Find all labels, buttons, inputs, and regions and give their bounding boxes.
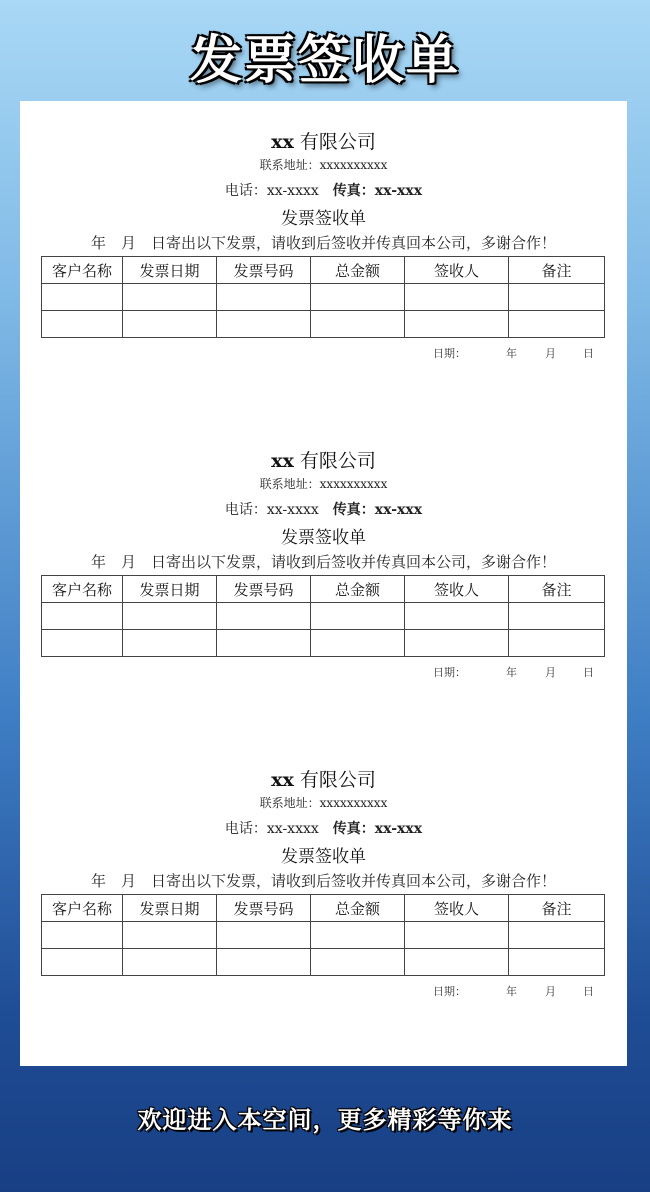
company-prefix: xx	[271, 450, 294, 472]
form-title: 发票签收单	[281, 847, 366, 867]
table-cell[interactable]	[217, 949, 311, 976]
column-header: 客户名称	[42, 576, 123, 603]
date-label: 日期：	[433, 985, 466, 998]
invoice-table	[41, 575, 605, 657]
table-cell[interactable]	[123, 603, 217, 630]
table-header-row	[42, 895, 605, 922]
column-header: 签收人	[405, 576, 509, 603]
contact-address: 联系地址：xxxxxxxxxx	[259, 477, 388, 491]
column-header: 发票日期	[123, 895, 217, 922]
form-title: 发票签收单	[281, 209, 366, 229]
page-title: 发票签收单	[189, 31, 460, 91]
column-header: 客户名称	[42, 895, 123, 922]
company-suffix: 有限公司	[299, 769, 376, 791]
table-cell[interactable]	[509, 922, 605, 949]
table-cell[interactable]	[42, 603, 123, 630]
table-row	[42, 922, 605, 949]
table-cell[interactable]	[405, 284, 509, 311]
footer-slogan: 欢迎进入本空间，更多精彩等你来	[137, 1106, 513, 1134]
column-header: 发票日期	[123, 257, 217, 284]
table-cell[interactable]	[42, 949, 123, 976]
table-cell[interactable]	[217, 311, 311, 338]
column-header: 备注	[509, 895, 605, 922]
date-label: 日期：	[433, 666, 466, 679]
column-header: 总金额	[311, 895, 405, 922]
table-row	[42, 630, 605, 657]
table-row	[42, 284, 605, 311]
table-cell[interactable]	[311, 949, 405, 976]
table-cell[interactable]	[42, 311, 123, 338]
column-header: 发票号码	[217, 576, 311, 603]
table-cell[interactable]	[405, 603, 509, 630]
date-month: 月	[545, 985, 556, 998]
phone-fax-line	[20, 499, 627, 519]
date-month: 月	[545, 666, 556, 679]
fax-value: xx-xxx	[374, 183, 423, 199]
table-cell[interactable]	[123, 284, 217, 311]
table-row	[42, 949, 605, 976]
company-prefix: xx	[271, 131, 294, 153]
table-cell[interactable]	[311, 922, 405, 949]
phone-value: xx-xxxx	[266, 821, 319, 837]
table-cell[interactable]	[123, 311, 217, 338]
table-cell[interactable]	[509, 603, 605, 630]
table-cell[interactable]	[42, 284, 123, 311]
notice-text: 年 月 日寄出以下发票，请收到后签收并传真回本公司，多谢合作！	[90, 872, 556, 890]
date-label: 日期：	[433, 347, 466, 360]
phone-value: xx-xxxx	[266, 502, 319, 518]
table-cell[interactable]	[509, 630, 605, 657]
table-cell[interactable]	[123, 922, 217, 949]
column-header: 客户名称	[42, 257, 123, 284]
contact-address: 联系地址：xxxxxxxxxx	[259, 796, 388, 810]
fax-value: xx-xxx	[374, 821, 423, 837]
fax-label: 传真：	[332, 502, 375, 518]
company-prefix: xx	[271, 769, 294, 791]
invoice-receipt-paper	[20, 101, 627, 1066]
notice-text: 年 月 日寄出以下发票，请收到后签收并传真回本公司，多谢合作！	[90, 234, 556, 252]
date-day: 日	[583, 347, 594, 360]
table-cell[interactable]	[123, 949, 217, 976]
table-header-row	[42, 257, 605, 284]
date-month: 月	[545, 347, 556, 360]
company-name	[20, 127, 627, 154]
phone-label: 电话：	[224, 502, 267, 518]
column-header: 总金额	[311, 257, 405, 284]
phone-fax-line	[20, 818, 627, 838]
table-cell[interactable]	[311, 284, 405, 311]
table-cell[interactable]	[123, 630, 217, 657]
table-header-row	[42, 576, 605, 603]
date-day: 日	[583, 666, 594, 679]
date-year: 年	[506, 985, 517, 998]
date-day: 日	[583, 985, 594, 998]
table-cell[interactable]	[405, 949, 509, 976]
company-suffix: 有限公司	[299, 450, 376, 472]
column-header: 签收人	[405, 257, 509, 284]
column-header: 备注	[509, 576, 605, 603]
fax-label: 传真：	[332, 821, 375, 837]
contact-address: 联系地址：xxxxxxxxxx	[259, 158, 388, 172]
table-row	[42, 603, 605, 630]
company-suffix: 有限公司	[299, 131, 376, 153]
table-cell[interactable]	[311, 630, 405, 657]
column-header: 发票日期	[123, 576, 217, 603]
phone-fax-line	[20, 180, 627, 200]
table-cell[interactable]	[311, 603, 405, 630]
table-cell[interactable]	[405, 922, 509, 949]
phone-label: 电话：	[224, 183, 267, 199]
table-row	[42, 311, 605, 338]
column-header: 备注	[509, 257, 605, 284]
table-cell[interactable]	[509, 284, 605, 311]
table-cell[interactable]	[311, 311, 405, 338]
date-year: 年	[506, 666, 517, 679]
invoice-table	[41, 256, 605, 338]
column-header: 总金额	[311, 576, 405, 603]
date-year: 年	[506, 347, 517, 360]
phone-value: xx-xxxx	[266, 183, 319, 199]
notice-text: 年 月 日寄出以下发票，请收到后签收并传真回本公司，多谢合作！	[90, 553, 556, 571]
column-header: 发票号码	[217, 257, 311, 284]
table-cell[interactable]	[509, 949, 605, 976]
table-cell[interactable]	[217, 630, 311, 657]
phone-label: 电话：	[224, 821, 267, 837]
column-header: 签收人	[405, 895, 509, 922]
form-title: 发票签收单	[281, 528, 366, 548]
column-header: 发票号码	[217, 895, 311, 922]
company-name	[20, 446, 627, 473]
invoice-table	[41, 894, 605, 976]
company-name	[20, 765, 627, 792]
table-cell[interactable]	[405, 630, 509, 657]
fax-label: 传真：	[332, 183, 375, 199]
table-cell[interactable]	[405, 311, 509, 338]
table-cell[interactable]	[217, 284, 311, 311]
table-cell[interactable]	[509, 311, 605, 338]
table-cell[interactable]	[42, 922, 123, 949]
table-cell[interactable]	[217, 922, 311, 949]
table-cell[interactable]	[217, 603, 311, 630]
table-cell[interactable]	[42, 630, 123, 657]
fax-value: xx-xxx	[374, 502, 423, 518]
